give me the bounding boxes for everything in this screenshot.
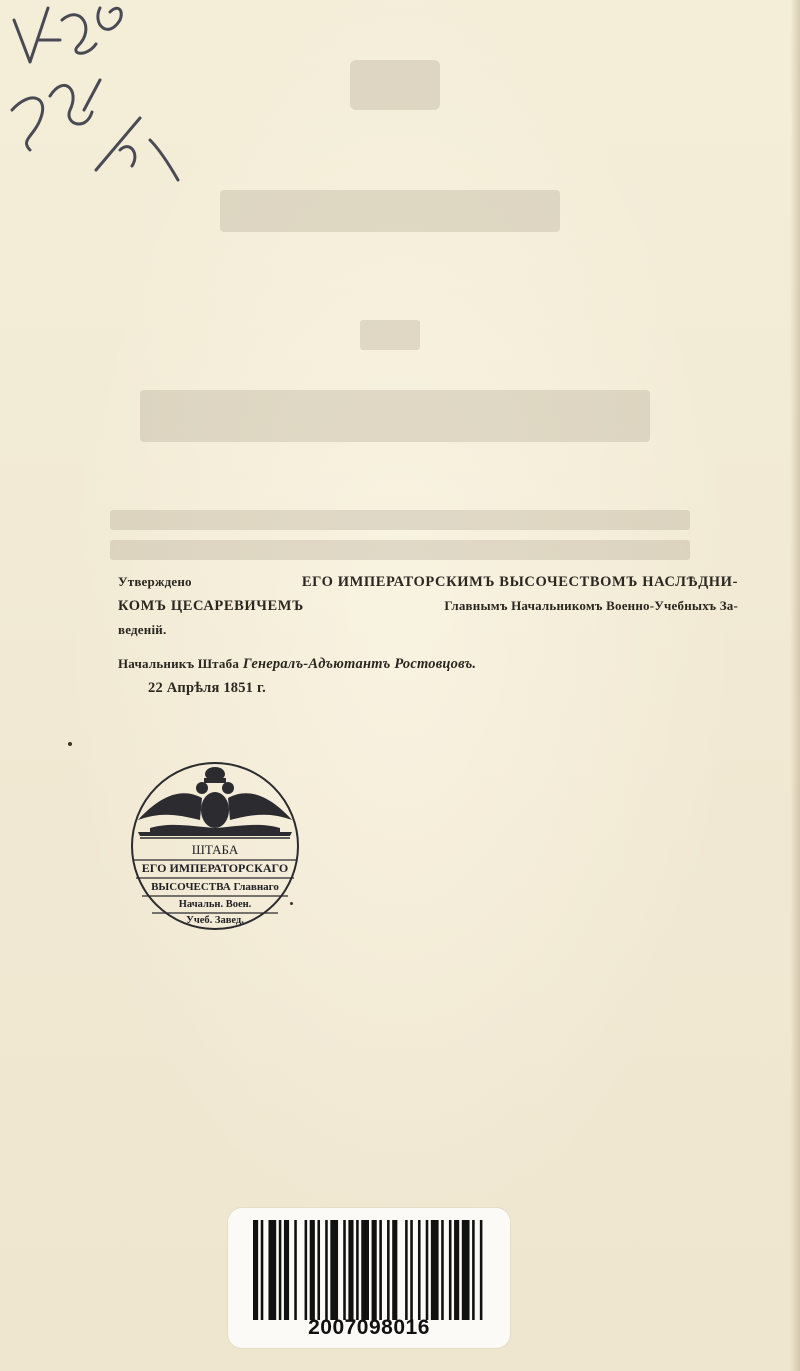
barcode-bar	[387, 1220, 390, 1320]
stamp-line-4: Начальн. Воен.	[178, 899, 252, 910]
stamp-line-3: ВЫСОЧЕСТВА Главнаго	[151, 881, 279, 893]
barcode-bar	[441, 1220, 444, 1320]
approval-line-3: веденій.	[118, 622, 167, 637]
handwritten-mark	[0, 0, 230, 220]
barcode-bar	[294, 1220, 297, 1320]
barcode-bar	[253, 1220, 258, 1320]
barcode-bar	[284, 1220, 289, 1320]
approved-word: Утверждено	[118, 574, 192, 589]
stamp-line-2: ЕГО ИМПЕРАТОРСКАГО	[141, 861, 289, 875]
barcode-bar	[325, 1220, 328, 1320]
barcode-bar	[410, 1220, 413, 1320]
barcode-bar	[379, 1220, 382, 1320]
approval-line-1	[118, 570, 738, 594]
approval-date: 22 Апрѣля 1851 г.	[148, 680, 266, 696]
barcode-bar	[454, 1220, 459, 1320]
stamp-line-5: Учеб. Завед.	[186, 915, 244, 926]
crown-icon	[204, 767, 226, 783]
chief-of-staff-label: Начальникъ Штаба	[118, 656, 240, 671]
chief-commander-text: Главнымъ Начальникомъ Военно-Учебныхъ За-	[444, 598, 738, 613]
barcode-bar	[343, 1220, 346, 1320]
barcode-bar	[268, 1220, 276, 1320]
approval-line-2	[118, 594, 738, 618]
barcode-bar	[279, 1220, 282, 1320]
ink-speck	[68, 742, 72, 746]
barcode-bar	[449, 1220, 452, 1320]
ink-speck	[290, 902, 293, 905]
barcode-label	[228, 1208, 510, 1348]
barcode	[253, 1220, 485, 1320]
stamp-line-1: ШТАБА	[191, 842, 239, 857]
barcode-bar	[261, 1220, 264, 1320]
barcode-bar	[472, 1220, 475, 1320]
page-edge-shadow	[790, 0, 800, 1371]
barcode-bar	[330, 1220, 338, 1320]
barcode-bar	[418, 1220, 421, 1320]
barcode-bar	[348, 1220, 353, 1320]
approval-text-block	[118, 570, 738, 700]
barcode-bar	[310, 1220, 315, 1320]
barcode-bar	[305, 1220, 308, 1320]
imperial-title: ЕГО ИМПЕРАТОРСКИМЪ ВЫСОЧЕСТВОМЪ НАСЛѢДНИ-	[301, 574, 738, 590]
barcode-bar	[405, 1220, 408, 1320]
barcode-bar	[356, 1220, 359, 1320]
tsesarevich-title: КОМЪ ЦЕСАРЕВИЧЕМЪ	[118, 598, 304, 614]
chief-of-staff-name: Генералъ-Адъютантъ Ростовцовъ.	[242, 656, 477, 672]
barcode-bar	[480, 1220, 483, 1320]
barcode-bar	[392, 1220, 397, 1320]
barcode-bar	[361, 1220, 369, 1320]
barcode-bar	[317, 1220, 320, 1320]
barcode-number: 2007098016	[308, 1316, 430, 1339]
barcode-bar	[372, 1220, 377, 1320]
barcode-bar	[462, 1220, 470, 1320]
staff-stamp	[130, 758, 300, 934]
barcode-bar	[426, 1220, 429, 1320]
barcode-bar	[431, 1220, 439, 1320]
chief-of-staff-line	[118, 652, 738, 676]
eagle-emblem-icon	[138, 782, 292, 836]
